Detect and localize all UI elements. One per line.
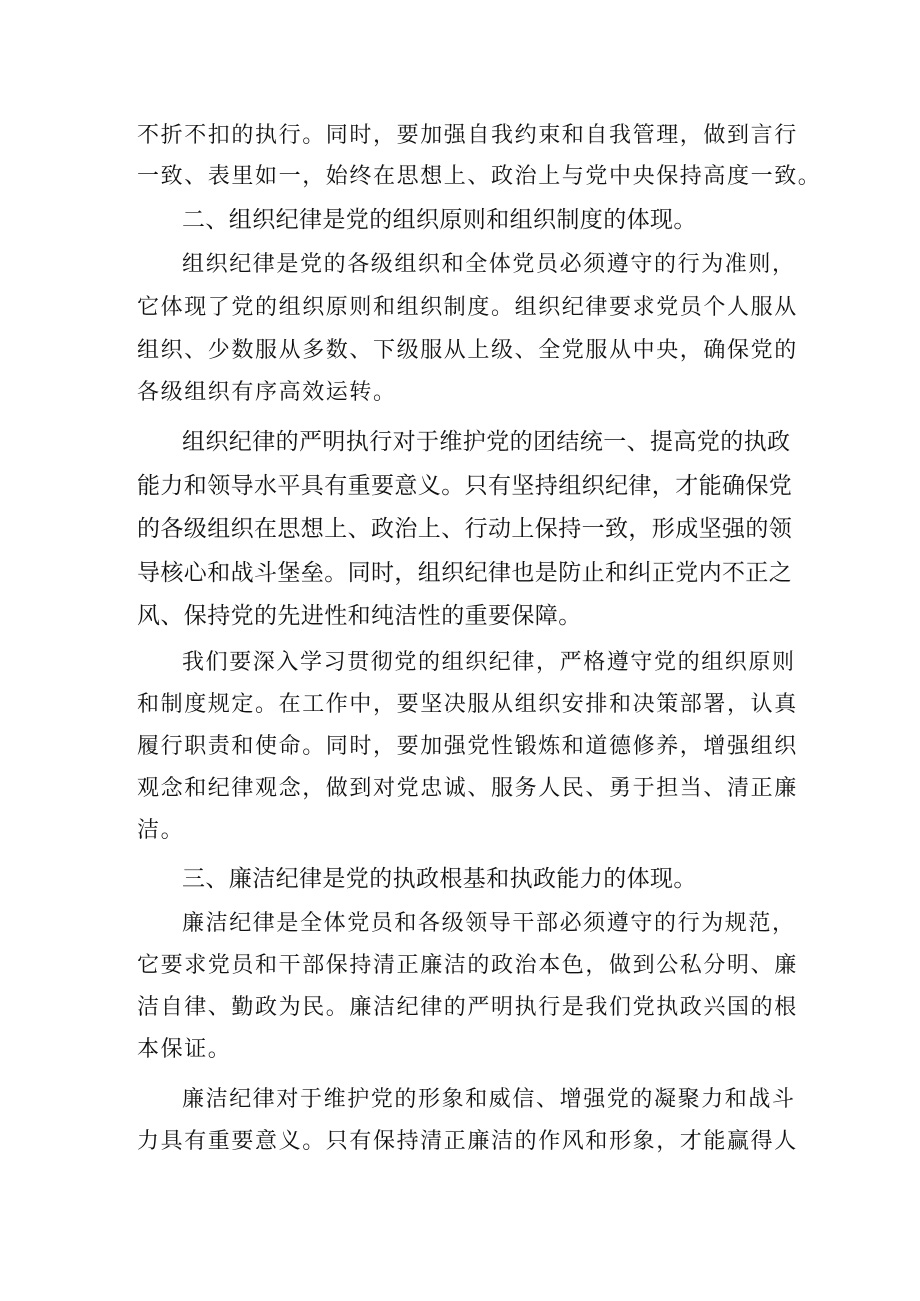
paragraph-line: 廉洁纪律对于维护党的形象和威信、增强党的凝聚力和战斗 [182, 1087, 796, 1112]
paragraph-line: 一致、表里如一，始终在思想上、政治上与党中央保持高度一致。 [137, 164, 822, 189]
paragraph-line: 各级组织有序高效运转。 [137, 380, 397, 405]
paragraph-line: 和制度规定。在工作中，要坚决服从组织安排和决策部署，认真 [137, 692, 798, 717]
section-heading-2: 二、组织纪律是党的组织原则和组织制度的体现。 [182, 207, 697, 233]
paragraph-line: 导核心和战斗堡垒。同时，组织纪律也是防止和纠正党内不正之 [137, 560, 793, 586]
paragraph-line: 观念和纪律观念，做到对党忠诚、服务人民、勇于担当、清正廉 [137, 776, 798, 801]
paragraph-line: 本保证。 [137, 1037, 232, 1062]
section-heading-3: 三、廉洁纪律是党的执政根基和执政能力的体现。 [182, 866, 697, 892]
paragraph-line: 廉洁纪律是全体党员和各级领导干部必须遵守的行为规范， [182, 911, 796, 936]
paragraph-line: 力具有重要意义。只有保持清正廉洁的作风和形象，才能赢得人 [137, 1129, 798, 1154]
paragraph-line: 履行职责和使命。同时，要加强党性锻炼和道德修养，增强组织 [137, 734, 798, 759]
paragraph-line: 组织、少数服从多数、下级服从上级、全党服从中央，确保党的 [137, 338, 798, 363]
paragraph-line: 组织纪律是党的各级组织和全体党员必须遵守的行为准则， [182, 252, 796, 277]
paragraph-line: 不折不扣的执行。同时，要加强自我约束和自我管理，做到言行 [137, 123, 798, 148]
paragraph-line: 风、保持党的先进性和纯洁性的重要保障。 [137, 603, 582, 629]
paragraph-line: 它要求党员和干部保持清正廉洁的政治本色，做到公私分明、廉 [137, 953, 798, 978]
paragraph-line: 组织纪律的严明执行对于维护党的团结统一、提高党的执政 [182, 429, 791, 455]
paragraph-line: 洁。 [137, 818, 185, 843]
paragraph-line: 能力和领导水平具有重要意义。只有坚持组织纪律，才能确保党 [137, 473, 793, 499]
paragraph-line: 它体现了党的组织原则和组织制度。组织纪律要求党员个人服从 [137, 295, 798, 320]
paragraph-line: 的各级组织在思想上、政治上、行动上保持一致，形成坚强的领 [137, 516, 793, 542]
paragraph-line: 我们要深入学习贯彻党的组织纪律，严格遵守党的组织原则 [182, 650, 796, 675]
paragraph-line: 洁自律、勤政为民。廉洁纪律的严明执行是我们党执政兴国的根 [137, 995, 798, 1020]
